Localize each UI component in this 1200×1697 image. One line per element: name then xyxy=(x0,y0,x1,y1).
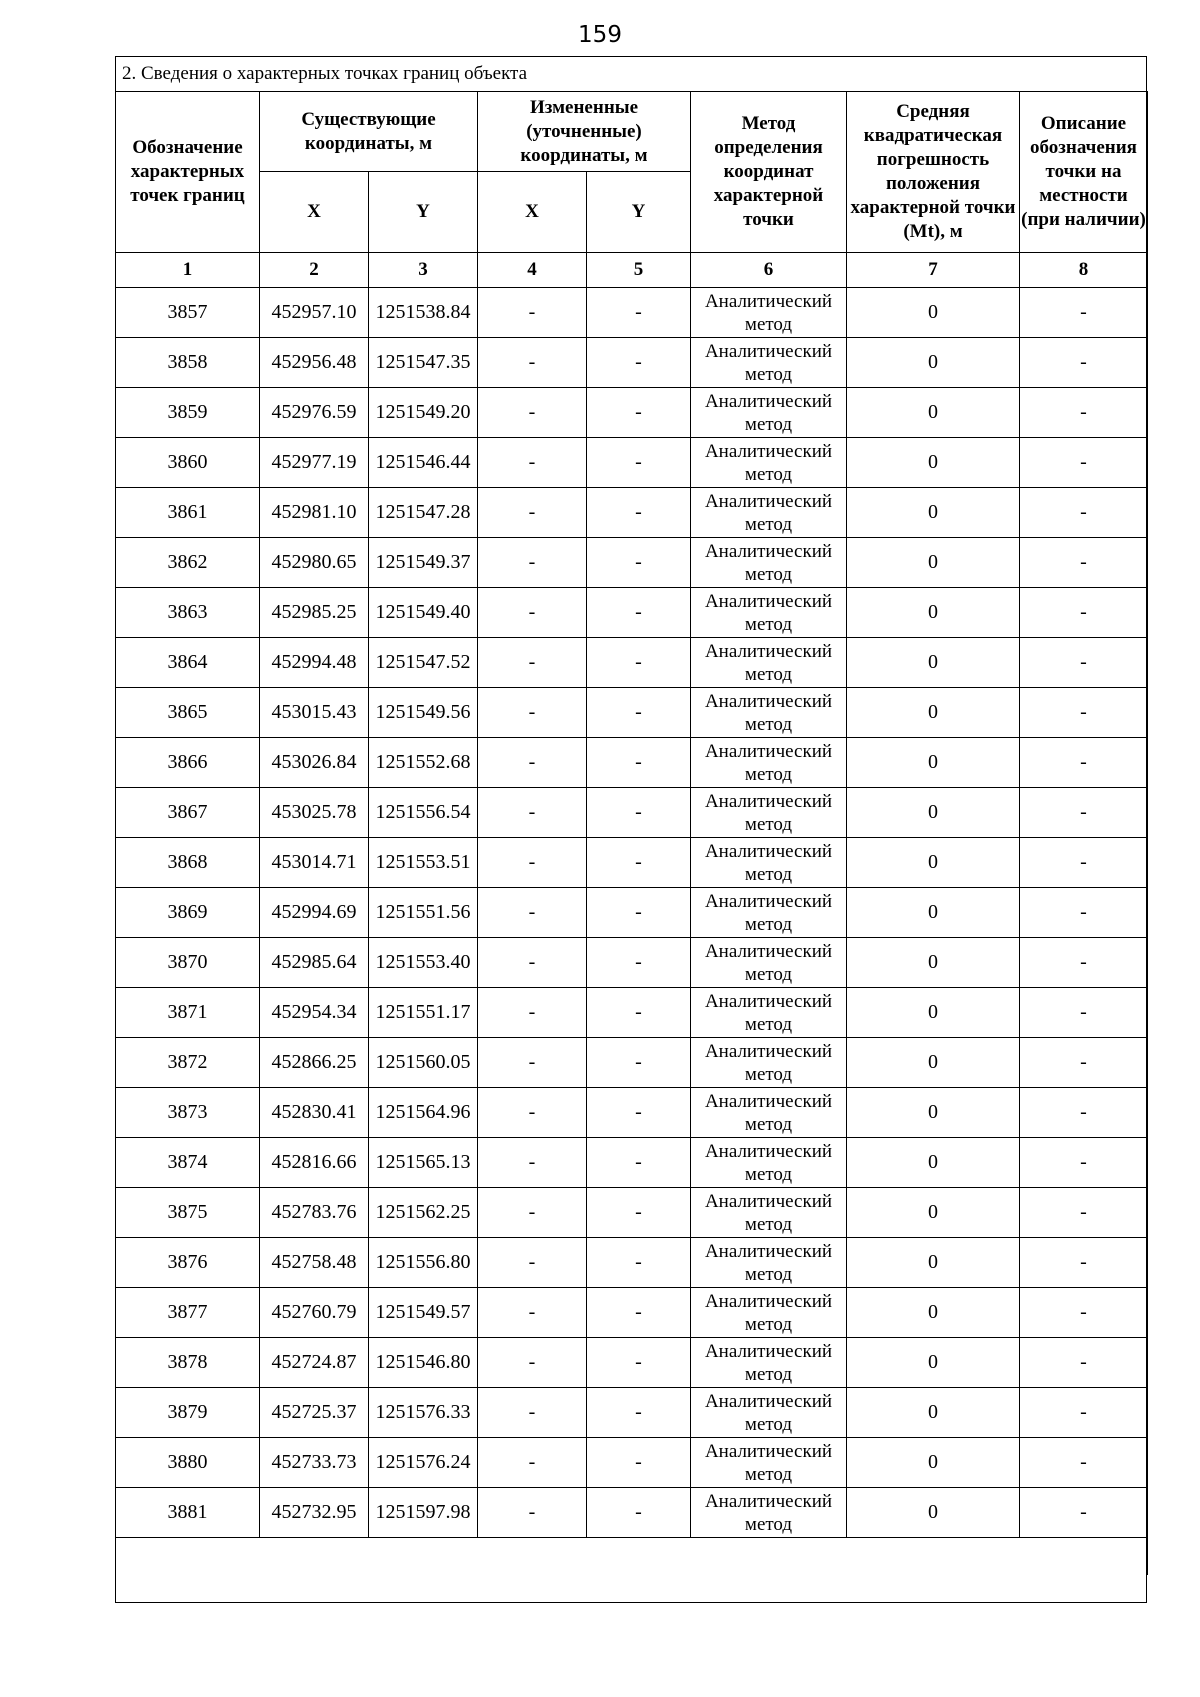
method-cell: Аналитический метод xyxy=(691,538,847,588)
mean-error: 0 xyxy=(847,1388,1020,1438)
point-id: 3871 xyxy=(116,988,260,1038)
point-id: 3875 xyxy=(116,1188,260,1238)
changed-y: - xyxy=(587,338,691,388)
changed-x: - xyxy=(478,988,587,1038)
column-number: 8 xyxy=(1020,253,1148,288)
existing-y: 1251546.80 xyxy=(369,1338,478,1388)
mean-error: 0 xyxy=(847,1038,1020,1088)
method-cell: Аналитический метод xyxy=(691,738,847,788)
changed-x: - xyxy=(478,738,587,788)
mean-error: 0 xyxy=(847,838,1020,888)
table-row xyxy=(116,838,1148,888)
header-description: Описание обозначения точки на местности (при наличии) xyxy=(1020,92,1148,253)
changed-x: - xyxy=(478,538,587,588)
mean-error: 0 xyxy=(847,438,1020,488)
point-id: 3865 xyxy=(116,688,260,738)
existing-y: 1251565.13 xyxy=(369,1138,478,1188)
point-id: 3880 xyxy=(116,1438,260,1488)
changed-y: - xyxy=(587,438,691,488)
point-id: 3873 xyxy=(116,1088,260,1138)
mean-error: 0 xyxy=(847,488,1020,538)
point-description: - xyxy=(1020,1138,1148,1188)
method-cell: Аналитический метод xyxy=(691,938,847,988)
existing-x: 452758.48 xyxy=(260,1238,369,1288)
point-id: 3881 xyxy=(116,1488,260,1538)
existing-x: 453025.78 xyxy=(260,788,369,838)
point-description: - xyxy=(1020,738,1148,788)
point-description: - xyxy=(1020,1388,1148,1438)
changed-y: - xyxy=(587,488,691,538)
existing-y: 1251549.57 xyxy=(369,1288,478,1338)
existing-x: 452954.34 xyxy=(260,988,369,1038)
point-description: - xyxy=(1020,1438,1148,1488)
mean-error: 0 xyxy=(847,1438,1020,1488)
existing-y: 1251552.68 xyxy=(369,738,478,788)
mean-error: 0 xyxy=(847,1338,1020,1388)
table-row xyxy=(116,638,1148,688)
changed-x: - xyxy=(478,388,587,438)
existing-y: 1251547.52 xyxy=(369,638,478,688)
existing-y: 1251549.20 xyxy=(369,388,478,438)
existing-y: 1251549.40 xyxy=(369,588,478,638)
changed-x: - xyxy=(478,638,587,688)
empty-row xyxy=(116,1538,1148,1576)
point-id: 3857 xyxy=(116,288,260,338)
mean-error: 0 xyxy=(847,338,1020,388)
header-existing-coordinates: Существующие координаты, м xyxy=(260,92,478,172)
method-cell: Аналитический метод xyxy=(691,388,847,438)
method-cell: Аналитический метод xyxy=(691,788,847,838)
existing-x: 452976.59 xyxy=(260,388,369,438)
table-row xyxy=(116,538,1148,588)
header-changed-y: Y xyxy=(587,172,691,253)
mean-error: 0 xyxy=(847,938,1020,988)
changed-y: - xyxy=(587,838,691,888)
method-cell: Аналитический метод xyxy=(691,1388,847,1438)
changed-y: - xyxy=(587,1288,691,1338)
point-description: - xyxy=(1020,988,1148,1038)
changed-x: - xyxy=(478,588,587,638)
changed-y: - xyxy=(587,788,691,838)
table-row xyxy=(116,288,1148,338)
existing-y: 1251562.25 xyxy=(369,1188,478,1238)
point-id: 3869 xyxy=(116,888,260,938)
existing-x: 453026.84 xyxy=(260,738,369,788)
method-cell: Аналитический метод xyxy=(691,488,847,538)
existing-y: 1251547.28 xyxy=(369,488,478,538)
changed-y: - xyxy=(587,388,691,438)
mean-error: 0 xyxy=(847,788,1020,838)
changed-y: - xyxy=(587,1388,691,1438)
mean-error: 0 xyxy=(847,1488,1020,1538)
column-number: 7 xyxy=(847,253,1020,288)
table-row xyxy=(116,1138,1148,1188)
table-row xyxy=(116,1388,1148,1438)
point-id: 3867 xyxy=(116,788,260,838)
method-cell: Аналитический метод xyxy=(691,338,847,388)
changed-y: - xyxy=(587,1088,691,1138)
existing-y: 1251560.05 xyxy=(369,1038,478,1088)
mean-error: 0 xyxy=(847,1188,1020,1238)
changed-x: - xyxy=(478,438,587,488)
table-row xyxy=(116,1488,1148,1538)
changed-x: - xyxy=(478,338,587,388)
changed-x: - xyxy=(478,1388,587,1438)
table-row xyxy=(116,788,1148,838)
existing-x: 452981.10 xyxy=(260,488,369,538)
table-row xyxy=(116,988,1148,1038)
mean-error: 0 xyxy=(847,288,1020,338)
existing-x: 452994.48 xyxy=(260,638,369,688)
header-mean-error: Средняя квадратическая погрешность положения характерной точки (Mt), м xyxy=(847,92,1020,253)
changed-x: - xyxy=(478,788,587,838)
column-number: 3 xyxy=(369,253,478,288)
mean-error: 0 xyxy=(847,588,1020,638)
changed-y: - xyxy=(587,1038,691,1088)
existing-x: 452957.10 xyxy=(260,288,369,338)
changed-x: - xyxy=(478,838,587,888)
point-id: 3876 xyxy=(116,1238,260,1288)
table-row xyxy=(116,688,1148,738)
method-cell: Аналитический метод xyxy=(691,438,847,488)
method-cell: Аналитический метод xyxy=(691,1288,847,1338)
point-id: 3863 xyxy=(116,588,260,638)
point-description: - xyxy=(1020,388,1148,438)
point-id: 3879 xyxy=(116,1388,260,1438)
existing-y: 1251576.33 xyxy=(369,1388,478,1438)
changed-x: - xyxy=(478,938,587,988)
existing-x: 452783.76 xyxy=(260,1188,369,1238)
mean-error: 0 xyxy=(847,988,1020,1038)
header-point-designation: Обозначение характерных точек границ xyxy=(116,92,260,253)
existing-y: 1251551.17 xyxy=(369,988,478,1038)
point-id: 3877 xyxy=(116,1288,260,1338)
mean-error: 0 xyxy=(847,1238,1020,1288)
method-cell: Аналитический метод xyxy=(691,638,847,688)
existing-x: 452725.37 xyxy=(260,1388,369,1438)
mean-error: 0 xyxy=(847,638,1020,688)
changed-y: - xyxy=(587,1188,691,1238)
mean-error: 0 xyxy=(847,538,1020,588)
mean-error: 0 xyxy=(847,388,1020,438)
mean-error: 0 xyxy=(847,888,1020,938)
changed-y: - xyxy=(587,738,691,788)
existing-y: 1251556.80 xyxy=(369,1238,478,1288)
changed-y: - xyxy=(587,988,691,1038)
point-description: - xyxy=(1020,938,1148,988)
header-changed-coordinates: Измененные (уточненные) координаты, м xyxy=(478,92,691,172)
point-description: - xyxy=(1020,788,1148,838)
table-row xyxy=(116,438,1148,488)
method-cell: Аналитический метод xyxy=(691,588,847,638)
changed-x: - xyxy=(478,1138,587,1188)
point-id: 3870 xyxy=(116,938,260,988)
method-cell: Аналитический метод xyxy=(691,1488,847,1538)
point-description: - xyxy=(1020,588,1148,638)
table-row xyxy=(116,1238,1148,1288)
header-existing-x: X xyxy=(260,172,369,253)
point-description: - xyxy=(1020,538,1148,588)
existing-y: 1251556.54 xyxy=(369,788,478,838)
existing-y: 1251551.56 xyxy=(369,888,478,938)
point-description: - xyxy=(1020,1288,1148,1338)
point-id: 3860 xyxy=(116,438,260,488)
point-id: 3878 xyxy=(116,1338,260,1388)
point-description: - xyxy=(1020,838,1148,888)
changed-y: - xyxy=(587,1138,691,1188)
method-cell: Аналитический метод xyxy=(691,1038,847,1088)
point-id: 3859 xyxy=(116,388,260,438)
header-method: Метод определения координат характерной точки xyxy=(691,92,847,253)
existing-x: 453014.71 xyxy=(260,838,369,888)
changed-y: - xyxy=(587,1438,691,1488)
column-number-row xyxy=(116,253,1148,288)
existing-x: 452733.73 xyxy=(260,1438,369,1488)
empty-cell xyxy=(116,1538,1148,1576)
method-cell: Аналитический метод xyxy=(691,838,847,888)
method-cell: Аналитический метод xyxy=(691,1088,847,1138)
point-description: - xyxy=(1020,338,1148,388)
mean-error: 0 xyxy=(847,738,1020,788)
existing-x: 452830.41 xyxy=(260,1088,369,1138)
method-cell: Аналитический метод xyxy=(691,1188,847,1238)
existing-x: 452732.95 xyxy=(260,1488,369,1538)
point-id: 3862 xyxy=(116,538,260,588)
table-row xyxy=(116,1338,1148,1388)
mean-error: 0 xyxy=(847,1288,1020,1338)
changed-x: - xyxy=(478,1338,587,1388)
method-cell: Аналитический метод xyxy=(691,988,847,1038)
existing-y: 1251553.40 xyxy=(369,938,478,988)
existing-x: 452980.65 xyxy=(260,538,369,588)
column-number: 6 xyxy=(691,253,847,288)
point-id: 3868 xyxy=(116,838,260,888)
existing-x: 452760.79 xyxy=(260,1288,369,1338)
existing-x: 452866.25 xyxy=(260,1038,369,1088)
point-description: - xyxy=(1020,1238,1148,1288)
existing-y: 1251564.96 xyxy=(369,1088,478,1138)
existing-y: 1251546.44 xyxy=(369,438,478,488)
method-cell: Аналитический метод xyxy=(691,1138,847,1188)
column-number: 4 xyxy=(478,253,587,288)
table-row xyxy=(116,1188,1148,1238)
table-row xyxy=(116,488,1148,538)
point-description: - xyxy=(1020,1188,1148,1238)
table-row xyxy=(116,888,1148,938)
point-id: 3866 xyxy=(116,738,260,788)
changed-x: - xyxy=(478,488,587,538)
existing-y: 1251547.35 xyxy=(369,338,478,388)
mean-error: 0 xyxy=(847,1088,1020,1138)
point-id: 3872 xyxy=(116,1038,260,1088)
changed-y: - xyxy=(587,1338,691,1388)
method-cell: Аналитический метод xyxy=(691,888,847,938)
existing-x: 452985.64 xyxy=(260,938,369,988)
changed-x: - xyxy=(478,1288,587,1338)
existing-x: 452994.69 xyxy=(260,888,369,938)
point-id: 3874 xyxy=(116,1138,260,1188)
changed-y: - xyxy=(587,938,691,988)
table-row xyxy=(116,938,1148,988)
table-row xyxy=(116,1038,1148,1088)
method-cell: Аналитический метод xyxy=(691,1438,847,1488)
changed-y: - xyxy=(587,588,691,638)
changed-x: - xyxy=(478,1088,587,1138)
existing-y: 1251553.51 xyxy=(369,838,478,888)
changed-x: - xyxy=(478,688,587,738)
table-row xyxy=(116,1438,1148,1488)
changed-x: - xyxy=(478,1488,587,1538)
point-id: 3858 xyxy=(116,338,260,388)
table-row xyxy=(116,738,1148,788)
point-description: - xyxy=(1020,488,1148,538)
page-number: 159 xyxy=(578,22,622,48)
changed-x: - xyxy=(478,1038,587,1088)
mean-error: 0 xyxy=(847,1138,1020,1188)
section-title: 2. Сведения о характерных точках границ объекта xyxy=(122,63,528,84)
point-description: - xyxy=(1020,1338,1148,1388)
changed-x: - xyxy=(478,1438,587,1488)
changed-y: - xyxy=(587,688,691,738)
header-changed-x: X xyxy=(478,172,587,253)
table-row xyxy=(116,338,1148,388)
existing-x: 452956.48 xyxy=(260,338,369,388)
table-row xyxy=(116,1288,1148,1338)
boundary-points-table xyxy=(115,91,1148,1575)
changed-y: - xyxy=(587,638,691,688)
existing-x: 452816.66 xyxy=(260,1138,369,1188)
changed-x: - xyxy=(478,1238,587,1288)
point-description: - xyxy=(1020,288,1148,338)
changed-y: - xyxy=(587,1238,691,1288)
point-description: - xyxy=(1020,638,1148,688)
point-description: - xyxy=(1020,888,1148,938)
method-cell: Аналитический метод xyxy=(691,288,847,338)
changed-y: - xyxy=(587,888,691,938)
method-cell: Аналитический метод xyxy=(691,688,847,738)
table-row xyxy=(116,588,1148,638)
point-description: - xyxy=(1020,688,1148,738)
point-description: - xyxy=(1020,1038,1148,1088)
existing-y: 1251538.84 xyxy=(369,288,478,338)
table-row xyxy=(116,1088,1148,1138)
header-existing-y: Y xyxy=(369,172,478,253)
existing-x: 452724.87 xyxy=(260,1338,369,1388)
point-description: - xyxy=(1020,1488,1148,1538)
method-cell: Аналитический метод xyxy=(691,1338,847,1388)
column-number: 5 xyxy=(587,253,691,288)
table-row xyxy=(116,388,1148,438)
changed-x: - xyxy=(478,1188,587,1238)
existing-y: 1251549.37 xyxy=(369,538,478,588)
existing-x: 452977.19 xyxy=(260,438,369,488)
point-description: - xyxy=(1020,438,1148,488)
existing-x: 452985.25 xyxy=(260,588,369,638)
point-id: 3864 xyxy=(116,638,260,688)
changed-y: - xyxy=(587,288,691,338)
existing-y: 1251597.98 xyxy=(369,1488,478,1538)
existing-y: 1251576.24 xyxy=(369,1438,478,1488)
mean-error: 0 xyxy=(847,688,1020,738)
method-cell: Аналитический метод xyxy=(691,1238,847,1288)
existing-x: 453015.43 xyxy=(260,688,369,738)
changed-y: - xyxy=(587,1488,691,1538)
point-description: - xyxy=(1020,1088,1148,1138)
changed-x: - xyxy=(478,888,587,938)
changed-x: - xyxy=(478,288,587,338)
changed-y: - xyxy=(587,538,691,588)
existing-y: 1251549.56 xyxy=(369,688,478,738)
column-number: 1 xyxy=(116,253,260,288)
column-number: 2 xyxy=(260,253,369,288)
point-id: 3861 xyxy=(116,488,260,538)
